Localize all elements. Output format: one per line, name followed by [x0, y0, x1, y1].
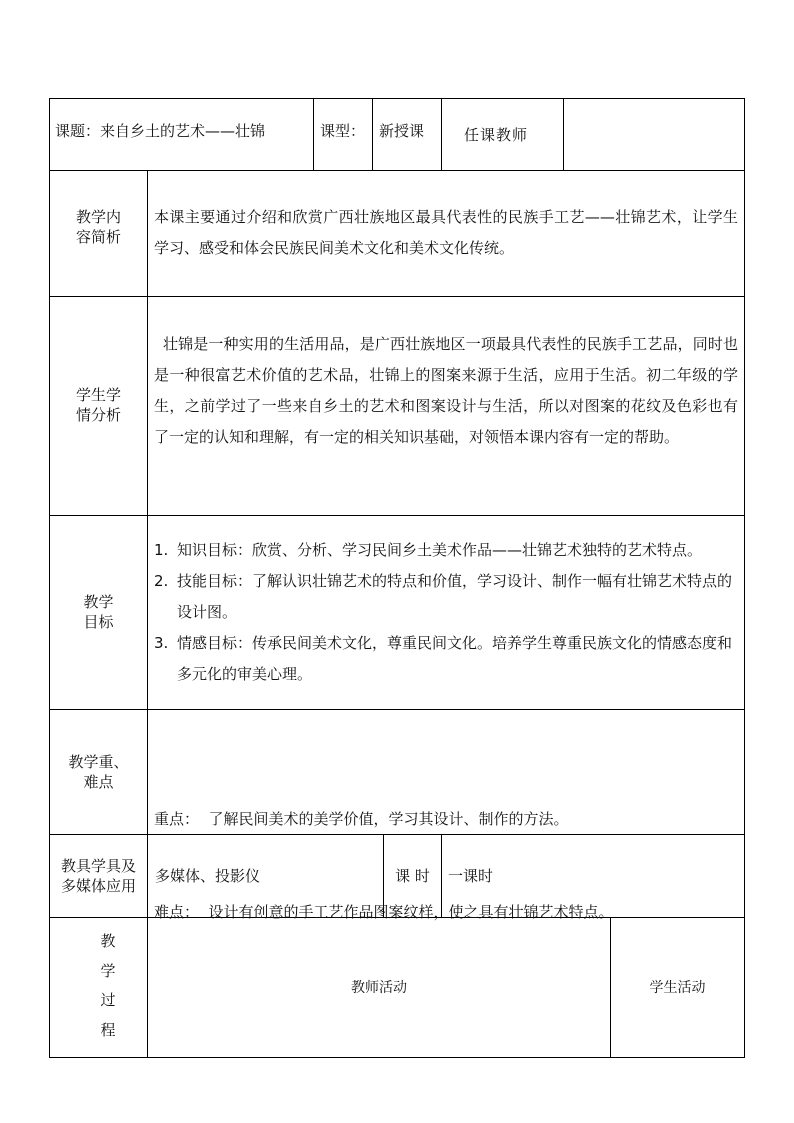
- lesson-title-text: 课题：来自乡土的艺术——壮锦: [55, 122, 266, 140]
- label-line: 教具学具及: [60, 857, 136, 875]
- label-line: 教学内: [75, 208, 121, 226]
- list-item: [154, 535, 738, 566]
- col-divider: [313, 98, 314, 171]
- label-line: 学生学: [75, 386, 121, 404]
- student-analysis-body: 壮锦是一种实用的生活用品，是广西壮族地区一项最具代表性的民族手工艺品，同时也是一种很富艺术价值的艺术品，壮锦上的图案来源于生活，应用于生活。初二年级的学生，之前学过了一些来自乡土的艺术和图案设计与生活，所以对图案的花纹及色彩也有了一定的认知和理解，有一定的相关知识基础，对领悟本课内容有一定的帮助。: [154, 335, 738, 446]
- goal-number: 2.: [154, 572, 169, 590]
- student-analysis-text: [154, 329, 738, 453]
- label-line: 教学: [83, 593, 114, 611]
- teacher-activity-header: [148, 918, 610, 1057]
- goal-number: 3.: [154, 634, 169, 652]
- label-line: 情分析: [75, 406, 121, 424]
- student-analysis-label: [50, 385, 147, 425]
- label-char: 学: [100, 961, 116, 980]
- list-item: [154, 566, 738, 628]
- goals-label: [50, 592, 147, 632]
- goals-list: [154, 535, 738, 690]
- period-label: [384, 835, 441, 917]
- focus-point: 重点： 了解民间美术的美学价值，学习其设计、制作的方法。: [154, 810, 569, 828]
- col-divider: [563, 98, 564, 171]
- label-line: 目标: [83, 613, 114, 631]
- process-label: [88, 927, 128, 1045]
- teacher-label: [464, 99, 560, 171]
- student-activity-header: [611, 918, 744, 1057]
- row-divider: [49, 296, 745, 297]
- lesson-title: [55, 99, 310, 163]
- content-analysis-text: [154, 202, 738, 264]
- col-divider: [441, 98, 442, 171]
- tools-value: [155, 835, 380, 917]
- lesson-type-value: [379, 99, 439, 163]
- table-border: [744, 98, 745, 1058]
- lesson-type-label: [320, 99, 370, 163]
- table-border: [49, 1057, 745, 1058]
- difficulty-point: 难点： 设计有创意的手工艺作品图案纹样，使之具有壮锦艺术特点。: [154, 903, 614, 921]
- label-char: 程: [100, 1020, 116, 1039]
- period-value: [448, 835, 738, 917]
- teacher-activity-text: 教师活动: [351, 979, 407, 996]
- student-activity-text: 学生活动: [649, 979, 706, 996]
- content-analysis-body: 本课主要通过介绍和欣赏广西壮族地区最具代表性的民族手工艺——壮锦艺术，让学生学习、感受和体会民族民间美术文化和美术文化传统。: [154, 208, 738, 257]
- lesson-type-value-text: 新授课: [379, 122, 425, 140]
- period-label-text: 课 时: [395, 867, 430, 885]
- label-line: 教学重、: [68, 753, 129, 771]
- teacher-name-field: [570, 99, 740, 171]
- label-line: 容简析: [75, 228, 121, 246]
- goal-number: 1.: [154, 541, 169, 559]
- period-value-text: 一课时: [448, 867, 494, 885]
- label-line: 多媒体应用: [60, 877, 136, 895]
- content-analysis-label: [50, 207, 147, 247]
- lesson-type-label-text: 课型：: [320, 122, 366, 140]
- goal-text: 情感目标：传承民间美术文化，尊重民间文化。培养学生尊重民族文化的情感态度和多元化的审美心理。: [177, 634, 733, 683]
- key-points-label: [50, 752, 147, 792]
- row-divider: [49, 515, 745, 516]
- col-divider: [372, 98, 373, 171]
- row-divider: [49, 709, 745, 710]
- goal-text: 知识目标：欣赏、分析、学习民间乡土美术作品——壮锦艺术独特的艺术特点。: [177, 541, 703, 559]
- tools-label: [50, 856, 147, 896]
- tools-value-text: 多媒体、投影仪: [155, 867, 261, 885]
- label-char: 过: [100, 991, 116, 1009]
- label-char: 教: [100, 932, 116, 950]
- list-item: [154, 628, 738, 690]
- label-line: 难点: [83, 773, 114, 791]
- teacher-label-text: 任课教师: [464, 126, 529, 144]
- goal-text: 技能目标：了解认识壮锦艺术的特点和价值，学习设计、制作一幅有壮锦艺术特点的设计图。: [177, 572, 733, 621]
